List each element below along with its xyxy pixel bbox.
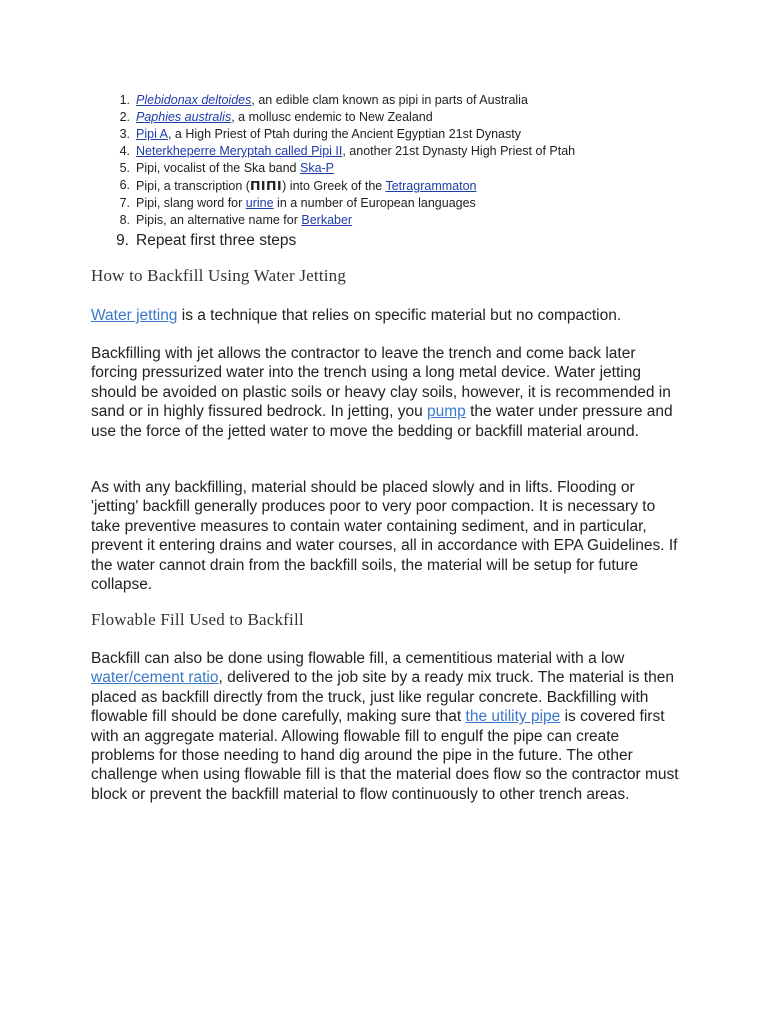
- list-number: 9.: [116, 232, 129, 249]
- list-number: 4.: [119, 144, 130, 158]
- list-text: Pipi, vocalist of the Ska band: [136, 161, 300, 175]
- list-text: Pipis, an alternative name for: [136, 213, 302, 227]
- list-item: [119, 177, 736, 195]
- link-water-jetting[interactable]: Water jetting: [91, 307, 178, 324]
- link-urine[interactable]: urine: [245, 196, 274, 210]
- list-number: 5.: [119, 161, 130, 175]
- list-number: 2.: [119, 110, 130, 124]
- list-item: [119, 92, 736, 109]
- section-heading-flowable-fill: Flowable Fill Used to Backfill: [91, 610, 304, 629]
- link-neterkheperre-meryptah[interactable]: Neterkheperre Meryptah called Pipi II: [136, 144, 343, 158]
- section-heading-water-jetting: How to Backfill Using Water Jetting: [91, 266, 347, 285]
- list-number: 3.: [119, 127, 130, 141]
- paragraph: [91, 306, 681, 325]
- list-item: [119, 212, 736, 229]
- paragraph-text: Backfilling with jet allows the contractor to leave the trench and come back later forcing pressurized water into the trench using a long metal device. Water jetting should be avoided on plastic soils or heavy clay soils, however, it is recommended in sand or in highly fissured bedrock. In jetting, you: [91, 345, 671, 421]
- list-item: [119, 143, 736, 160]
- paragraph-text: is a technique that relies on specific material but no compaction.: [177, 307, 622, 324]
- list-text: , a mollusc endemic to New Zealand: [231, 110, 433, 124]
- paragraph-text: , delivered to the job site by a ready mix truck. The material is then placed as backfill directly from the truck, just like regular concrete. Backfilling with flowable fill should be done carefully, making sure that: [91, 669, 674, 726]
- list-text: in a number of European languages: [273, 196, 476, 210]
- link-utility-pipe[interactable]: the utility pipe: [465, 708, 561, 726]
- list-number: 8.: [119, 213, 130, 227]
- paragraph: [91, 649, 681, 804]
- paragraph: As with any backfilling, material should be placed slowly and in lifts. Flooding or 'jetting' backfill generally produces poor to very poor compaction. It is necessary to take preventive measures to contain water containing sediment, and in particular, prevent it entering drains and water courses, all in accordance with EPA Guidelines. If the water cannot drain from the backfill soils, the material will be setup for future collapse.: [91, 479, 678, 594]
- list-number: 1.: [119, 93, 130, 107]
- list-item: [119, 109, 736, 126]
- list-text: ) into Greek of the: [282, 179, 386, 193]
- list-text: , an edible clam known as pipi in parts of Australia: [251, 93, 528, 107]
- list-item: [119, 195, 736, 212]
- list-text: Repeat first three steps: [136, 232, 297, 249]
- paragraph-text: Backfill can also be done using flowable fill, a cementitious material with a low: [91, 650, 625, 667]
- list-number: 6.: [119, 178, 130, 192]
- list-text: Pipi, a transcription (: [136, 179, 250, 193]
- list-text: , a High Priest of Ptah during the Ancient Egyptian 21st Dynasty: [167, 127, 521, 141]
- paragraph-text: is covered first with an aggregate material. Allowing flowable fill to engulf the pipe can create problems for those needing to hand dig around the pipe in the future. The other challenge when using flowable fill is that the material does flow so the contractor must block or prevent the backfill material to flow continuously to other trench areas.: [91, 708, 679, 803]
- link-plebidonax-deltoides[interactable]: Plebidonax deltoides: [136, 93, 252, 107]
- link-tetragrammaton[interactable]: Tetragrammaton: [385, 179, 477, 193]
- link-pump[interactable]: pump: [427, 403, 466, 421]
- greek-transcription: ΠΙΠΙ: [249, 178, 283, 193]
- link-ska-p[interactable]: Ska-P: [299, 161, 335, 175]
- list-item: [119, 126, 736, 143]
- link-water-cement-ratio[interactable]: water/cement ratio: [91, 669, 219, 687]
- paragraph-text: the water under pressure and use the force of the jetted water to move the bedding or backfill material around.: [91, 403, 673, 440]
- link-berkaber[interactable]: Berkaber: [301, 213, 353, 227]
- list-item: [119, 160, 736, 177]
- list-text: , another 21st Dynasty High Priest of Ptah: [342, 144, 576, 158]
- list-text: Pipi, slang word for: [136, 196, 246, 210]
- list-item: [116, 231, 736, 251]
- pipi-reference-list: [116, 92, 736, 251]
- link-paphies-australis[interactable]: Paphies australis: [136, 110, 232, 124]
- link-pipi-a[interactable]: Pipi A: [136, 127, 168, 141]
- paragraph: [91, 344, 681, 441]
- list-number: 7.: [119, 196, 130, 210]
